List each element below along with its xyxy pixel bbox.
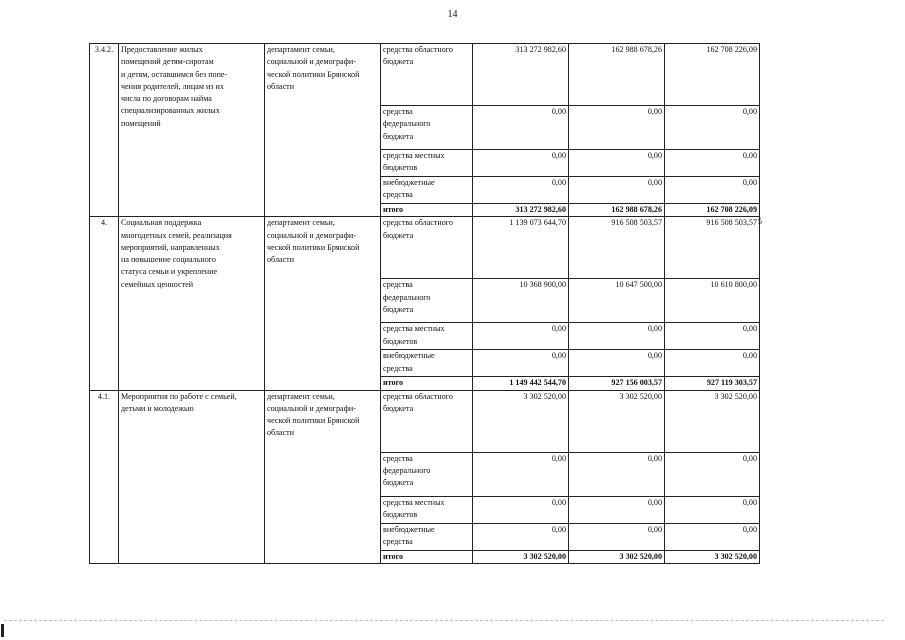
amount-year-2: 0,00 bbox=[569, 350, 665, 377]
funding-source bbox=[381, 150, 473, 177]
funding-source-text: средства федерального бюджета bbox=[383, 280, 431, 314]
funding-source-text: средства областного бюджета bbox=[383, 45, 453, 67]
amount-year-1: 313 272 982,60 bbox=[473, 204, 569, 217]
amount-year-3: 0,00 bbox=[665, 523, 760, 550]
responsible-department bbox=[265, 390, 381, 563]
funding-source bbox=[381, 377, 473, 390]
scan-edge-line bbox=[4, 620, 884, 621]
item-name-text: Предоставление жилых помещений детям-сиротам и детям, оставшимся без попе- чения родителей, лицам из их числа по договорам найма специализированных жилых помещений bbox=[121, 45, 228, 128]
funding-source-text: средства местных бюджетов bbox=[383, 324, 445, 346]
amount-year-1: 0,00 bbox=[473, 150, 569, 177]
amount-year-3: 10 610 800,00 bbox=[665, 279, 760, 323]
budget-table bbox=[89, 43, 760, 564]
page-number: 14 bbox=[447, 9, 458, 20]
funding-source bbox=[381, 390, 473, 452]
funding-source-text: итого bbox=[383, 378, 404, 388]
amount-year-2: 916 508 503,57 bbox=[569, 217, 665, 279]
amount-year-2: 3 302 520,00 bbox=[569, 550, 665, 563]
funding-source bbox=[381, 217, 473, 279]
department-text: департамент семьи, социальной и демографи- ческой политики Брянской области bbox=[267, 391, 360, 438]
amount-year-3: 0,00 bbox=[665, 106, 760, 150]
table-row bbox=[90, 390, 760, 452]
amount-year-3: 0,00 bbox=[665, 452, 760, 496]
amount-year-2: 162 988 678,26 bbox=[569, 204, 665, 217]
item-index: 3.4.2. bbox=[90, 44, 119, 217]
funding-source-text: средства федерального бюджета bbox=[383, 107, 431, 141]
table-row bbox=[90, 217, 760, 279]
margin-mark: 5 bbox=[758, 217, 762, 226]
responsible-department bbox=[265, 44, 381, 217]
amount-year-2: 0,00 bbox=[569, 496, 665, 523]
amount-year-2: 0,00 bbox=[569, 523, 665, 550]
amount-year-2: 10 647 500,00 bbox=[569, 279, 665, 323]
amount-year-2: 0,00 bbox=[569, 150, 665, 177]
amount-year-1: 0,00 bbox=[473, 452, 569, 496]
amount-year-1: 3 302 520,00 bbox=[473, 550, 569, 563]
amount-year-1: 1 139 073 644,70 bbox=[473, 217, 569, 279]
amount-year-3: 162 708 226,09 bbox=[665, 44, 760, 106]
amount-year-3: 0,00 bbox=[665, 323, 760, 350]
amount-year-3: 927 119 303,57 bbox=[665, 377, 760, 390]
amount-year-3: 3 302 520,00 bbox=[665, 390, 760, 452]
funding-source bbox=[381, 44, 473, 106]
funding-source-text: итого bbox=[383, 205, 404, 214]
amount-year-2: 162 988 678,26 bbox=[569, 44, 665, 106]
funding-source-text: средства областного бюджета bbox=[383, 391, 453, 413]
item-index: 4. bbox=[90, 217, 119, 390]
amount-year-3: 0,00 bbox=[665, 150, 760, 177]
amount-year-1: 0,00 bbox=[473, 523, 569, 550]
amount-year-1: 10 368 900,00 bbox=[473, 279, 569, 323]
amount-year-1: 3 302 520,00 bbox=[473, 390, 569, 452]
amount-year-2: 0,00 bbox=[569, 323, 665, 350]
amount-year-3: 3 302 520,00 bbox=[665, 550, 760, 563]
item-name bbox=[119, 44, 265, 217]
funding-source bbox=[381, 177, 473, 204]
funding-source bbox=[381, 279, 473, 323]
amount-year-2: 3 302 520,00 bbox=[569, 390, 665, 452]
funding-source bbox=[381, 496, 473, 523]
funding-source-text: итого bbox=[383, 551, 404, 561]
item-name bbox=[119, 217, 265, 390]
funding-source bbox=[381, 106, 473, 150]
funding-source-text: средства областного бюджета bbox=[383, 218, 453, 240]
department-text: департамент семьи, социальной и демографи- ческой политики Брянской области bbox=[267, 45, 360, 91]
funding-source-text: средства местных бюджетов bbox=[383, 497, 445, 519]
amount-year-2: 0,00 bbox=[569, 452, 665, 496]
responsible-department bbox=[265, 217, 381, 390]
table-row bbox=[90, 44, 760, 106]
funding-source bbox=[381, 452, 473, 496]
amount-year-2: 0,00 bbox=[569, 106, 665, 150]
amount-year-2: 927 156 003,57 bbox=[569, 377, 665, 390]
item-name-text: Социальная поддержка многодетных семей, реализация мероприятий, направленных на повышение социального статуса семьи и укрепление семейных ценностей bbox=[121, 218, 232, 289]
item-name-text: Мероприятия по работе с семьей, детьми и молодежью bbox=[121, 391, 237, 413]
department-text: департамент семьи, социальной и демографи- ческой политики Брянской области bbox=[267, 218, 360, 265]
amount-year-3: 162 708 226,09 bbox=[665, 204, 760, 217]
amount-year-3: 0,00 bbox=[665, 350, 760, 377]
amount-year-3: 0,00 bbox=[665, 177, 760, 204]
amount-year-1: 0,00 bbox=[473, 177, 569, 204]
amount-year-1: 0,00 bbox=[473, 323, 569, 350]
amount-year-2: 0,00 bbox=[569, 177, 665, 204]
item-name bbox=[119, 390, 265, 563]
amount-year-3: 0,00 bbox=[665, 496, 760, 523]
funding-source bbox=[381, 350, 473, 377]
funding-source-text: внебюджетные средства bbox=[383, 351, 435, 373]
amount-year-1: 1 149 442 544,70 bbox=[473, 377, 569, 390]
amount-year-1: 0,00 bbox=[473, 350, 569, 377]
scan-corner-mark bbox=[1, 624, 4, 637]
amount-year-1: 0,00 bbox=[473, 106, 569, 150]
funding-source-text: средства местных бюджетов bbox=[383, 151, 445, 173]
funding-source bbox=[381, 523, 473, 550]
funding-source-text: внебюджетные средства bbox=[383, 524, 435, 546]
funding-source bbox=[381, 204, 473, 217]
amount-year-1: 0,00 bbox=[473, 496, 569, 523]
funding-source bbox=[381, 323, 473, 350]
amount-year-3: 916 508 503,57 bbox=[665, 217, 760, 279]
funding-source-text: средства федерального бюджета bbox=[383, 453, 431, 488]
funding-source-text: внебюджетные средства bbox=[383, 178, 435, 200]
item-index: 4.1. bbox=[90, 390, 119, 563]
funding-source bbox=[381, 550, 473, 563]
amount-year-1: 313 272 982,60 bbox=[473, 44, 569, 106]
